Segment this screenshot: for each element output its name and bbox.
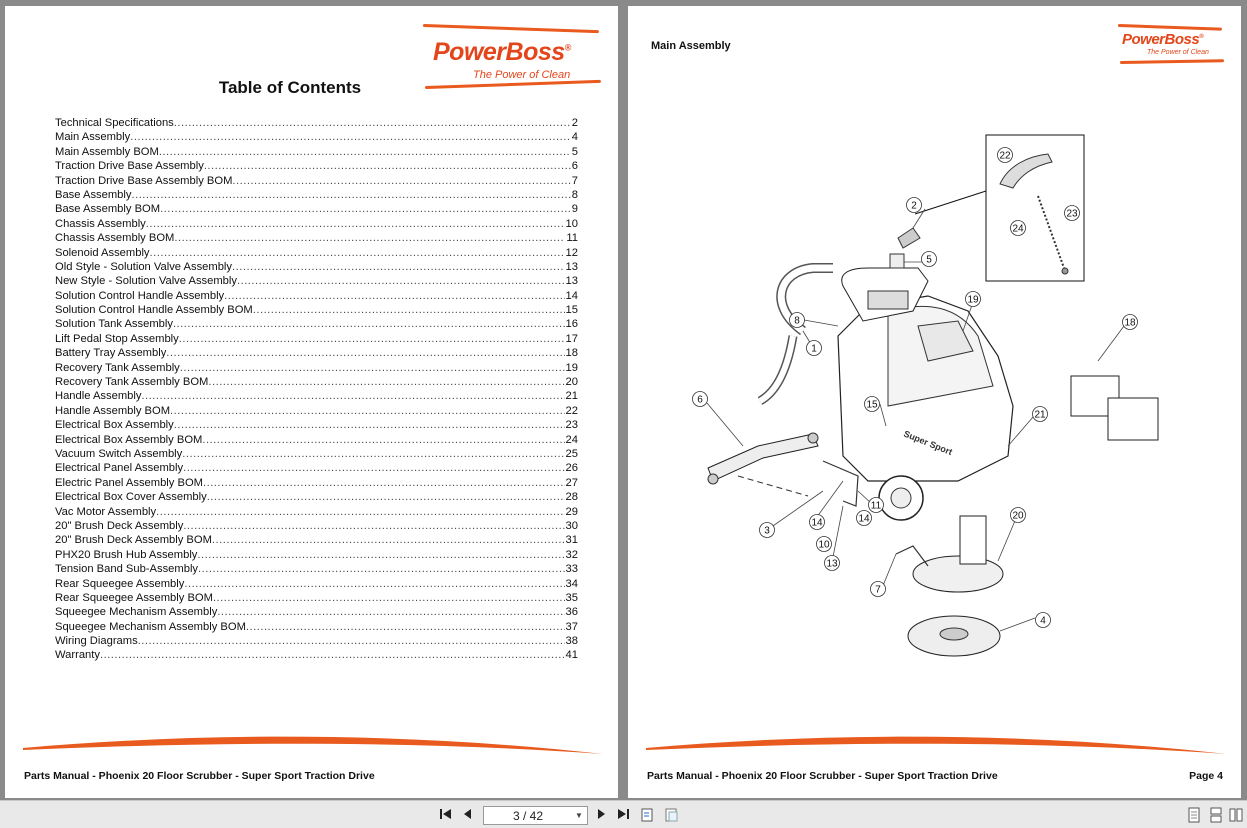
toc-item[interactable] bbox=[55, 346, 578, 360]
toc-item-page: 16 bbox=[565, 318, 578, 331]
toc-item[interactable] bbox=[55, 418, 578, 432]
pdf-viewer-toolbar bbox=[0, 800, 1247, 828]
toc-leader-dots bbox=[203, 476, 565, 490]
callout-19 bbox=[966, 292, 981, 307]
callout-22 bbox=[998, 148, 1013, 163]
toc-item-page: 9 bbox=[571, 203, 578, 216]
footer-swoosh bbox=[628, 726, 1241, 766]
toc-leader-dots bbox=[198, 562, 565, 576]
toc-item-page: 15 bbox=[565, 304, 578, 317]
toc-leader-dots bbox=[179, 332, 565, 346]
toc-item-page: 30 bbox=[565, 519, 578, 532]
inset-spring bbox=[1038, 196, 1064, 268]
toc-item-label: Handle Assembly BOM bbox=[55, 404, 171, 417]
toc-leader-dots bbox=[100, 648, 565, 662]
toc-item-page: 24 bbox=[565, 433, 578, 446]
toc-item-page: 26 bbox=[565, 462, 578, 475]
callout-10 bbox=[817, 537, 832, 552]
toc-item-label: Technical Specifications bbox=[55, 117, 174, 129]
toc-leader-dots bbox=[150, 246, 565, 260]
toc-item[interactable] bbox=[55, 533, 578, 547]
toc-leader-dots bbox=[232, 174, 570, 188]
toc-item[interactable] bbox=[55, 217, 578, 231]
toc-item-label: Electrical Box Cover Assembly bbox=[55, 491, 207, 504]
toc-item-page: 8 bbox=[571, 188, 578, 201]
toc-item[interactable] bbox=[55, 562, 578, 576]
toc-item[interactable] bbox=[55, 447, 578, 461]
toc-item[interactable] bbox=[55, 519, 578, 533]
toc-leader-dots bbox=[212, 533, 565, 547]
toc-leader-dots bbox=[166, 346, 564, 360]
toc-item-page: 12 bbox=[565, 246, 578, 259]
toc-item[interactable] bbox=[55, 231, 578, 245]
callout-number: 1 bbox=[811, 343, 817, 355]
callout-1 bbox=[807, 341, 822, 356]
callout-number: 11 bbox=[870, 500, 882, 512]
pad-hub bbox=[940, 628, 968, 640]
part-2 bbox=[898, 228, 920, 248]
toc-leader-dots bbox=[174, 418, 565, 432]
toc-item-label: Electrical Panel Assembly bbox=[55, 462, 184, 475]
callout-20 bbox=[1011, 508, 1026, 523]
toc-item[interactable] bbox=[55, 317, 578, 331]
toc-item[interactable] bbox=[55, 159, 578, 173]
toc-item[interactable] bbox=[55, 648, 578, 662]
vacuum-hose-inner bbox=[781, 268, 833, 331]
toc-leader-dots bbox=[146, 217, 565, 231]
toc-list bbox=[55, 116, 578, 663]
callout-number: 8 bbox=[794, 315, 800, 327]
toc-leader-dots bbox=[202, 433, 564, 447]
toc-leader-dots bbox=[213, 591, 565, 605]
squeegee bbox=[708, 434, 818, 481]
callout-number: 19 bbox=[967, 294, 979, 306]
toc-item[interactable] bbox=[55, 332, 578, 346]
toc-item-label: Solution Control Handle Assembly bbox=[55, 289, 225, 302]
callout-15 bbox=[865, 397, 880, 412]
toc-item-page: 37 bbox=[565, 620, 578, 633]
toc-leader-dots bbox=[253, 303, 565, 317]
toc-item[interactable] bbox=[55, 174, 578, 188]
toc-item-page: 27 bbox=[565, 476, 578, 489]
logo-brand-text: PowerBoss® bbox=[1122, 31, 1204, 48]
fit-width-icon[interactable] bbox=[663, 807, 679, 823]
toc-item-page: 6 bbox=[571, 160, 578, 173]
callout-7 bbox=[871, 582, 886, 597]
callout-number: 23 bbox=[1066, 208, 1078, 220]
toc-item-page: 13 bbox=[565, 260, 578, 273]
leader-line bbox=[915, 191, 986, 214]
toc-item-page: 25 bbox=[565, 447, 578, 460]
toc-item[interactable] bbox=[55, 145, 578, 159]
callout-number: 6 bbox=[697, 394, 703, 406]
callout-number: 22 bbox=[999, 150, 1011, 162]
callout-14 bbox=[810, 515, 825, 530]
toc-item-page: 28 bbox=[565, 491, 578, 504]
toc-item[interactable] bbox=[55, 433, 578, 447]
page-number: Page 4 bbox=[1189, 770, 1223, 782]
toc-item-label: 20" Brush Deck Assembly bbox=[55, 519, 184, 532]
toc-item-page: 21 bbox=[565, 390, 578, 403]
previous-page-icon[interactable] bbox=[461, 807, 475, 823]
first-page-icon[interactable] bbox=[438, 807, 454, 823]
toc-item-page: 7 bbox=[571, 174, 578, 187]
logo-tagline: The Power of Clean bbox=[473, 69, 571, 81]
single-page-view-icon[interactable] bbox=[1187, 807, 1201, 823]
footer-swoosh bbox=[5, 726, 618, 766]
footer-text: Parts Manual - Phoenix 20 Floor Scrubber - Super Sport Traction Drive bbox=[647, 770, 998, 782]
toc-leader-dots bbox=[224, 289, 564, 303]
chevron-down-icon[interactable]: ▼ bbox=[575, 811, 583, 820]
toc-item-label: Recovery Tank Assembly BOM bbox=[55, 376, 209, 389]
callout-23 bbox=[1065, 206, 1080, 221]
callout-number: 4 bbox=[1040, 615, 1046, 627]
callout-21 bbox=[1033, 407, 1048, 422]
callout-number: 3 bbox=[764, 525, 770, 537]
rear-wheel-hub bbox=[891, 488, 911, 508]
toc-item-page: 18 bbox=[565, 347, 578, 360]
toc-item[interactable] bbox=[55, 577, 578, 591]
toc-item-page: 13 bbox=[565, 275, 578, 288]
toc-leader-dots bbox=[237, 274, 565, 288]
toc-leader-dots bbox=[197, 548, 564, 562]
toc-item[interactable] bbox=[55, 361, 578, 375]
toc-item-page: 31 bbox=[565, 534, 578, 547]
callout-number: 15 bbox=[866, 399, 878, 411]
lift-mechanism bbox=[823, 461, 858, 506]
page-left bbox=[5, 6, 618, 798]
callout-2 bbox=[907, 198, 922, 213]
toc-leader-dots bbox=[174, 231, 565, 245]
toc-item-label: Electric Panel Assembly BOM bbox=[55, 476, 203, 489]
toc-leader-dots bbox=[246, 620, 565, 634]
toc-item[interactable] bbox=[55, 490, 578, 504]
squeegee-wheel-right bbox=[808, 433, 818, 443]
toc-item-label: 20" Brush Deck Assembly BOM bbox=[55, 534, 212, 547]
toc-item-label: Solution Control Handle Assembly BOM bbox=[55, 304, 253, 317]
callout-18 bbox=[1123, 315, 1138, 330]
callout-4 bbox=[1036, 613, 1051, 628]
toc-leader-dots bbox=[130, 130, 571, 144]
toc-item-label: Rear Squeegee Assembly BOM bbox=[55, 591, 213, 604]
toc-title: Table of Contents bbox=[218, 78, 362, 97]
toc-item[interactable] bbox=[55, 130, 578, 144]
toc-item-page: 34 bbox=[565, 577, 578, 590]
callout-number: 20 bbox=[1012, 510, 1024, 522]
toc-item-label: Main Assembly bbox=[55, 131, 131, 144]
toc-item-page: 2 bbox=[571, 117, 578, 129]
callout-8 bbox=[790, 313, 805, 328]
page-right bbox=[628, 6, 1241, 798]
toc-item[interactable] bbox=[55, 289, 578, 303]
section-title: Main Assembly bbox=[651, 40, 731, 52]
toc-item[interactable] bbox=[55, 634, 578, 648]
page-number-field[interactable] bbox=[483, 806, 588, 825]
toc-item-page: 38 bbox=[565, 635, 578, 648]
footer-text: Parts Manual - Phoenix 20 Floor Scrubber - Super Sport Traction Drive bbox=[24, 770, 375, 782]
toc-item[interactable] bbox=[55, 389, 578, 403]
squeegee-wheel bbox=[708, 474, 718, 484]
toc-leader-dots bbox=[183, 519, 564, 533]
toc-item-page: 19 bbox=[565, 361, 578, 374]
inset-fastener bbox=[1062, 268, 1068, 274]
toc-item[interactable] bbox=[55, 202, 578, 216]
toc-item-page: 33 bbox=[565, 563, 578, 576]
toc-item-label: Old Style - Solution Valve Assembly bbox=[55, 260, 233, 273]
toc-item-page: 17 bbox=[565, 332, 578, 345]
toc-leader-dots bbox=[207, 490, 565, 504]
callout-number: 10 bbox=[818, 539, 830, 551]
toc-item-page: 36 bbox=[565, 606, 578, 619]
toc-item-label: Base Assembly bbox=[55, 188, 132, 201]
toc-item[interactable] bbox=[55, 620, 578, 634]
callout-6 bbox=[693, 392, 708, 407]
main-assembly-diagram bbox=[628, 6, 1241, 726]
toc-item-page: 20 bbox=[565, 376, 578, 389]
callout-number: 5 bbox=[926, 254, 932, 266]
toc-item-label: Chassis Assembly BOM bbox=[55, 232, 175, 245]
hose-lower bbox=[760, 336, 793, 401]
toc-item[interactable] bbox=[55, 461, 578, 475]
toc-item-page: 35 bbox=[565, 591, 578, 604]
callout-number: 21 bbox=[1034, 409, 1046, 421]
toc-leader-dots bbox=[173, 317, 565, 331]
toc-item-page: 23 bbox=[565, 419, 578, 432]
toc-item-label: Base Assembly BOM bbox=[55, 203, 161, 216]
toc-leader-dots bbox=[141, 389, 564, 403]
toc-item-label: Rear Squeegee Assembly bbox=[55, 577, 185, 590]
brush-deck bbox=[913, 556, 1003, 592]
toc-item-label: Squeegee Mechanism Assembly BOM bbox=[55, 620, 246, 633]
toc-item-label: Solenoid Assembly bbox=[55, 246, 150, 259]
callout-24 bbox=[1011, 221, 1026, 236]
callout-11 bbox=[869, 498, 884, 513]
toc-item-label: PHX20 Brush Hub Assembly bbox=[55, 548, 198, 561]
toc-item-label: Traction Drive Base Assembly BOM bbox=[55, 174, 233, 187]
logo-brand-text: PowerBoss® bbox=[433, 38, 571, 66]
toc-item-page: 10 bbox=[565, 217, 578, 230]
toc-leader-dots bbox=[208, 375, 564, 389]
callout-number: 2 bbox=[911, 200, 917, 212]
toc-item-page: 32 bbox=[565, 548, 578, 561]
logo-tagline: The Power of Clean bbox=[1147, 49, 1209, 56]
toc-item-label: Electrical Box Assembly bbox=[55, 419, 174, 432]
last-page-icon[interactable] bbox=[615, 807, 631, 823]
toc-item-page: 22 bbox=[565, 404, 578, 417]
toc-item-label: Recovery Tank Assembly bbox=[55, 361, 180, 374]
callout-number: 18 bbox=[1124, 317, 1136, 329]
callout-number: 14 bbox=[811, 517, 823, 529]
toc-item-label: Traction Drive Base Assembly bbox=[55, 160, 204, 173]
toc-leader-dots bbox=[138, 634, 565, 648]
toc-leader-dots bbox=[159, 145, 571, 159]
toc-item-label: Wiring Diagrams bbox=[55, 635, 138, 648]
toc-item[interactable] bbox=[55, 375, 578, 389]
toc-item-page: 29 bbox=[565, 505, 578, 518]
callout-13 bbox=[825, 556, 840, 571]
next-page-icon[interactable] bbox=[594, 807, 608, 823]
toc-item[interactable] bbox=[55, 548, 578, 562]
control-panel bbox=[868, 291, 908, 309]
toc-item[interactable] bbox=[55, 260, 578, 274]
toc-item-label: Electrical Box Assembly BOM bbox=[55, 433, 203, 446]
toc-item[interactable] bbox=[55, 505, 578, 519]
toc-item-page: 14 bbox=[565, 289, 578, 302]
toc-leader-dots bbox=[180, 361, 565, 375]
toc-item-page: 5 bbox=[571, 145, 578, 158]
toc-item-label: Warranty bbox=[55, 649, 100, 662]
toc-item[interactable] bbox=[55, 188, 578, 202]
toc-leader-dots bbox=[156, 505, 564, 519]
logo-top-line bbox=[423, 24, 599, 33]
facing-view-icon[interactable] bbox=[1229, 807, 1243, 823]
toc-leader-dots bbox=[160, 202, 571, 216]
toc-item-label: Chassis Assembly bbox=[55, 217, 146, 230]
toc-leader-dots bbox=[183, 461, 564, 475]
toc-leader-dots bbox=[184, 577, 564, 591]
page-input[interactable] bbox=[484, 807, 572, 824]
toc-item[interactable] bbox=[55, 116, 578, 130]
toc-item[interactable] bbox=[55, 274, 578, 288]
callout-number: 7 bbox=[875, 584, 881, 596]
toc-item-label: New Style - Solution Valve Assembly bbox=[55, 275, 237, 288]
toc-item[interactable] bbox=[55, 605, 578, 619]
toc-item-label: Main Assembly BOM bbox=[55, 145, 159, 158]
callout-number: 13 bbox=[826, 558, 838, 570]
squeegee-leader bbox=[738, 476, 808, 496]
callout-number: 24 bbox=[1012, 223, 1024, 235]
toc-leader-dots bbox=[174, 116, 571, 130]
toc-item-label: Lift Pedal Stop Assembly bbox=[55, 332, 179, 345]
toc-item-label: Vacuum Switch Assembly bbox=[55, 447, 183, 460]
toc-leader-dots bbox=[232, 260, 565, 274]
fit-page-icon[interactable] bbox=[640, 807, 656, 823]
battery-2 bbox=[1108, 398, 1158, 440]
toc-item-label: Vac Motor Assembly bbox=[55, 505, 157, 518]
toc-leader-dots bbox=[182, 447, 564, 461]
toc-item[interactable] bbox=[55, 476, 578, 490]
continuous-view-icon[interactable] bbox=[1209, 807, 1223, 823]
callout-3 bbox=[760, 523, 775, 538]
toc-item-label: Tension Band Sub-Assembly bbox=[55, 563, 199, 576]
toc-item-label: Battery Tray Assembly bbox=[55, 347, 167, 360]
toc-item-page: 4 bbox=[571, 131, 578, 144]
toc-item[interactable] bbox=[55, 591, 578, 605]
toc-leader-dots bbox=[131, 188, 570, 202]
toc-item-page: 41 bbox=[565, 649, 578, 662]
toc-item[interactable] bbox=[55, 404, 578, 418]
toc-item-label: Squeegee Mechanism Assembly bbox=[55, 606, 218, 619]
callout-5 bbox=[922, 252, 937, 267]
callout-14 bbox=[857, 511, 872, 526]
brush-motor bbox=[960, 516, 986, 564]
part-5 bbox=[890, 254, 904, 268]
toc-item-page: 11 bbox=[566, 232, 578, 245]
toc-leader-dots bbox=[217, 605, 564, 619]
machine-label: Super Sport bbox=[902, 428, 954, 458]
toc-leader-dots bbox=[204, 159, 571, 173]
toc-item[interactable] bbox=[55, 303, 578, 317]
toc-leader-dots bbox=[170, 404, 565, 418]
callout-number: 14 bbox=[858, 513, 870, 525]
toc-item[interactable] bbox=[55, 246, 578, 260]
toc-item-label: Solution Tank Assembly bbox=[55, 318, 173, 331]
toc-item-label: Handle Assembly bbox=[55, 390, 142, 403]
